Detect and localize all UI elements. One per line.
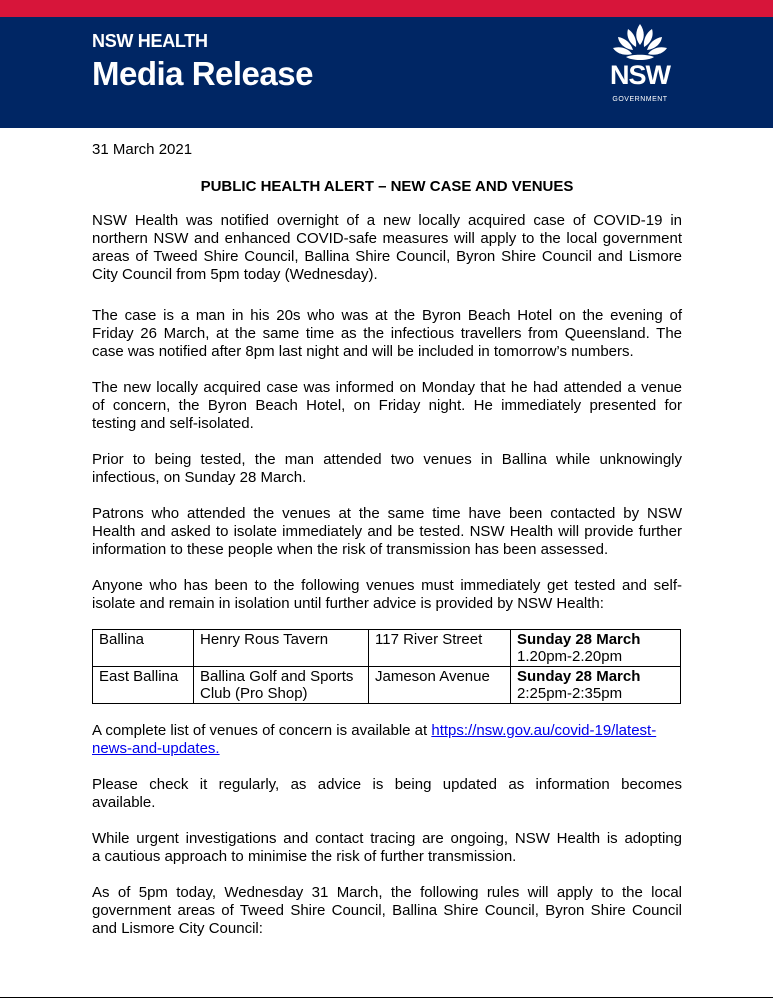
paragraph-2: [92, 307, 682, 361]
logo-wordmark: NSW: [610, 60, 670, 90]
text-line: government areas of Tweed Shire Council, Ballina Shire Council, Byron Shire Council: [92, 902, 682, 919]
paragraph-10: [92, 884, 682, 938]
text-line: available.: [92, 794, 156, 811]
text-line: isolate and remain in isolation until further advice is provided by NSW Health:: [92, 595, 604, 612]
paragraph-6: [92, 577, 682, 613]
venue-date-time: [511, 630, 681, 667]
release-date: 31 March 2021: [92, 141, 193, 158]
paragraph-9: [92, 830, 682, 866]
logo-subtitle: GOVERNMENT: [612, 96, 668, 103]
text-line: Patrons who attended the venues at the same time have been contacted by NSW: [92, 505, 682, 522]
text-line: and Lismore City Council:: [92, 920, 263, 937]
text-line: As of 5pm today, Wednesday 31 March, the following rules will apply to the local: [92, 884, 682, 901]
text-line: Anyone who has been to the following venues must immediately get tested and self-: [92, 577, 682, 594]
venue-day: Sunday 28 March: [517, 631, 641, 648]
text-line: of concern, the Byron Beach Hotel, on Friday night. He immediately presented for: [92, 397, 682, 414]
text-line: NSW Health was notified overnight of a new locally acquired case of COVID-19 in: [92, 212, 682, 229]
venues-of-concern-link-continued[interactable]: news-and-updates.: [92, 740, 220, 757]
text-line: a cautious approach to minimise the risk of further transmission.: [92, 848, 517, 865]
page-divider: [0, 997, 773, 998]
venue-name: Henry Rous Tavern: [194, 630, 369, 667]
text-line: areas of Tweed Shire Council, Ballina Shire Council, Byron Shire Council and Lismore: [92, 248, 682, 265]
venue-date-time: [511, 667, 681, 704]
text-line: While urgent investigations and contact tracing are ongoing, NSW Health is adopting: [92, 830, 682, 847]
text-line: infectious, on Sunday 28 March.: [92, 469, 307, 486]
text-line: The case is a man in his 20s who was at the Byron Beach Hotel on the evening of: [92, 307, 682, 324]
venues-list-text: A complete list of venues of concern is available at: [92, 722, 432, 739]
text-line: Please check it regularly, as advice is being updated as information becomes: [92, 776, 682, 793]
paragraph-5: [92, 505, 682, 559]
text-line: information to these people when the risk of transmission has been assessed.: [92, 541, 609, 558]
text-line: Prior to being tested, the man attended two venues in Ballina while unknowingly: [92, 451, 682, 468]
venues-table: [92, 629, 681, 704]
venue-time: 2:25pm-2:35pm: [517, 685, 623, 702]
text-line: [92, 722, 682, 740]
text-line: City Council from 5pm today (Wednesday).: [92, 266, 378, 283]
venue-name: Ballina Golf and Sports Club (Pro Shop): [194, 667, 369, 704]
venue-time: 1.20pm-2.20pm: [517, 648, 623, 665]
text-line: Friday 26 March, at the same time as the infectious travellers from Queensland. The: [92, 325, 682, 342]
paragraph-8: [92, 776, 682, 812]
table-row: [93, 630, 681, 667]
header-red-bar: [0, 0, 773, 17]
nsw-government-logo: [604, 22, 676, 112]
venues-of-concern-link[interactable]: https://nsw.gov.au/covid-19/latest-: [431, 722, 657, 739]
paragraph-4: [92, 451, 682, 487]
page-title: Media Release: [92, 55, 313, 92]
headline: PUBLIC HEALTH ALERT – NEW CASE AND VENUES: [200, 178, 574, 195]
table-row: [93, 667, 681, 704]
venue-day: Sunday 28 March: [517, 668, 641, 685]
paragraph-7: [92, 722, 682, 758]
text-line: northern NSW and enhanced COVID-safe measures will apply to the local government: [92, 230, 682, 247]
text-line: case was notified after 8pm last night and will be included in tomorrow’s numbers.: [92, 343, 634, 360]
venue-suburb: East Ballina: [93, 667, 194, 704]
text-line: testing and self-isolated.: [92, 415, 254, 432]
venue-address: Jameson Avenue: [369, 667, 511, 704]
venue-suburb: Ballina: [93, 630, 194, 667]
waratah-icon: [604, 22, 676, 64]
venue-address: 117 River Street: [369, 630, 511, 667]
paragraph-1: [92, 212, 682, 284]
text-line: The new locally acquired case was informed on Monday that he had attended a venue: [92, 379, 682, 396]
paragraph-3: [92, 379, 682, 433]
text-line: Health and asked to isolate immediately and be tested. NSW Health will provide further: [92, 523, 682, 540]
org-name: NSW HEALTH: [92, 31, 208, 51]
text-line: [92, 740, 682, 758]
